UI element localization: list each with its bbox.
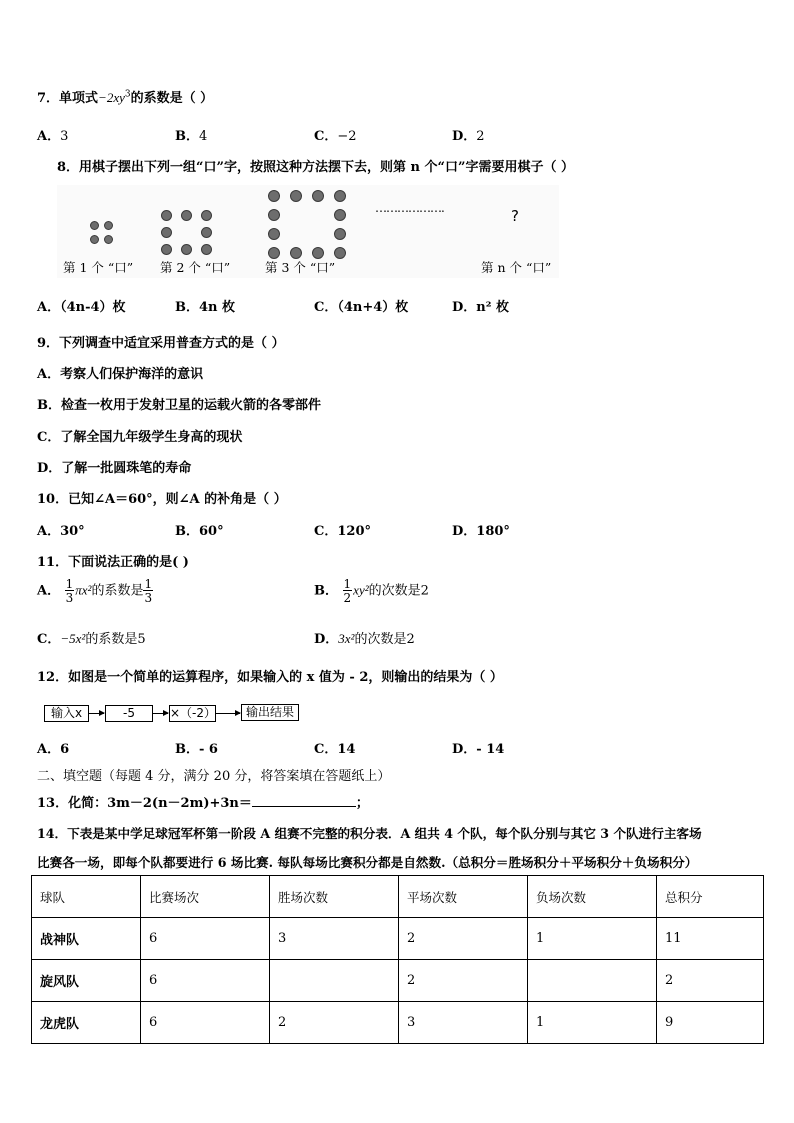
q7-stem-suffix: 的系数是（ ） bbox=[130, 91, 214, 106]
q7-option-c: C．−2 bbox=[314, 129, 357, 144]
q10-option-b: B．60° bbox=[175, 524, 224, 539]
table-row bbox=[32, 960, 764, 1002]
chess-piece bbox=[268, 228, 280, 240]
flow-input-box: 输入x bbox=[44, 705, 89, 722]
table-cell: 11 bbox=[657, 918, 764, 960]
table-cell: 1 bbox=[528, 1002, 657, 1044]
chess-piece bbox=[90, 221, 99, 230]
chess-piece bbox=[90, 235, 99, 244]
chess-piece bbox=[161, 227, 172, 238]
q9-option-b: B．检查一枚用于发射卫星的运载火箭的各零部件 bbox=[37, 398, 321, 413]
q11-option-c: C．−5x²的系数是5 bbox=[37, 631, 146, 647]
chess-piece bbox=[104, 235, 113, 244]
chess-piece bbox=[268, 190, 280, 202]
q10-option-c: C．120° bbox=[314, 524, 371, 539]
figure-label-n: 第 n 个 “口” bbox=[481, 260, 552, 275]
table-row bbox=[32, 918, 764, 960]
chess-piece bbox=[334, 209, 346, 221]
q7-option-a: A．3 bbox=[37, 129, 69, 144]
table-row bbox=[32, 1002, 764, 1044]
chess-piece bbox=[201, 210, 212, 221]
q7-stem bbox=[37, 87, 213, 106]
table-cell: 2 bbox=[657, 960, 764, 1002]
q8-option-d: D．n² 枚 bbox=[452, 300, 509, 315]
chess-piece bbox=[334, 190, 346, 202]
flow-subtract-box: -5 bbox=[105, 705, 153, 722]
table-header-cell: 比赛场次 bbox=[141, 876, 270, 918]
q12-option-c: C．14 bbox=[314, 742, 356, 757]
q8-stem: 8．用棋子摆出下列一组“口”字，按照这种方法摆下去，则第 n 个“口”字需要用棋子（ ） bbox=[57, 160, 574, 175]
q12-option-a: A．6 bbox=[37, 742, 70, 757]
chess-piece bbox=[104, 221, 113, 230]
table-cell: 6 bbox=[141, 960, 270, 1002]
table-header-cell: 平场次数 bbox=[399, 876, 528, 918]
section-heading: 二、填空题（每题 4 分，满分 20 分，将答案填在答题纸上） bbox=[37, 769, 391, 784]
table-header-cell: 总积分 bbox=[657, 876, 764, 918]
q10-option-d: D．180° bbox=[452, 524, 510, 539]
q11-option-d: D．3x²的次数是2 bbox=[314, 631, 415, 647]
q8-option-c: C．（4n+4）枚 bbox=[314, 300, 409, 315]
figure-label-3: 第 3 个 “口” bbox=[265, 260, 336, 275]
chess-piece bbox=[334, 247, 346, 259]
q9-stem: 9．下列调查中适宜采用普查方式的是（ ） bbox=[37, 336, 285, 351]
table-cell bbox=[270, 960, 399, 1002]
table-cell: 6 bbox=[141, 918, 270, 960]
chess-piece bbox=[290, 190, 302, 202]
chess-piece bbox=[181, 244, 192, 255]
chess-piece bbox=[201, 244, 212, 255]
table-cell: 6 bbox=[141, 1002, 270, 1044]
chess-piece bbox=[334, 228, 346, 240]
q12-option-d: D．- 14 bbox=[452, 742, 505, 757]
table-cell: 1 bbox=[528, 918, 657, 960]
chess-piece bbox=[201, 227, 212, 238]
table-header-cell: 胜场次数 bbox=[270, 876, 399, 918]
score-table bbox=[31, 875, 764, 1044]
table-cell: 旋风队 bbox=[32, 960, 141, 1002]
q8-option-a: A．（4n-4）枚 bbox=[37, 300, 126, 315]
q11-option-b: B． $\frac{1}{2}$ xy²的次数是2 bbox=[314, 577, 429, 605]
q7-option-b: B．4 bbox=[175, 129, 208, 144]
q14-stem-line1: 14．下表是某中学足球冠军杯第一阶段 A 组赛不完整的积分表．A 组共 4 个队，每个队分别与其它 3 个队进行主客场 bbox=[37, 826, 702, 841]
q10-stem: 10．已知∠A＝60°，则∠A 的补角是（ ） bbox=[37, 492, 287, 507]
flow-output-box: 输出结果 bbox=[241, 704, 299, 721]
table-cell: 2 bbox=[399, 918, 528, 960]
q9-option-a: A．考察人们保护海洋的意识 bbox=[37, 367, 204, 382]
chess-piece bbox=[161, 244, 172, 255]
table-header-row bbox=[32, 876, 764, 918]
table-cell: 3 bbox=[399, 1002, 528, 1044]
answer-blank bbox=[252, 795, 356, 807]
q8-option-b: B．4n 枚 bbox=[175, 300, 236, 315]
q13-stem: 13．化简：3m－2(n－2m)+3n＝ ； bbox=[37, 796, 369, 811]
q9-option-c: C．了解全国九年级学生身高的现状 bbox=[37, 430, 243, 445]
q9-option-d: D．了解一批圆珠笔的寿命 bbox=[37, 461, 192, 476]
q11-option-a: A． $\frac{1}{3}$ πx²的系数是 $\frac{1}{3}$ bbox=[37, 577, 153, 605]
figure-question-mark: ? bbox=[511, 207, 519, 225]
table-cell bbox=[528, 960, 657, 1002]
q12-option-b: B．- 6 bbox=[175, 742, 218, 757]
table-header-cell: 球队 bbox=[32, 876, 141, 918]
q7-stem-prefix: 7．单项式 bbox=[37, 91, 99, 106]
table-cell: 3 bbox=[270, 918, 399, 960]
flow-arrow bbox=[153, 713, 168, 714]
q7-option-d: D．2 bbox=[452, 129, 485, 144]
chess-piece bbox=[161, 210, 172, 221]
table-header-cell: 负场次数 bbox=[528, 876, 657, 918]
q10-option-a: A．30° bbox=[37, 524, 85, 539]
q14-stem-line2: 比赛各一场，即每个队都要进行 6 场比赛. 每队每场比赛积分都是自然数.（总积分＝胜场积分＋平场积分＋负场积分） bbox=[37, 855, 698, 870]
figure-ellipsis: ………………. bbox=[375, 201, 444, 215]
q7-exponent: 3 bbox=[124, 89, 131, 100]
chess-piece bbox=[181, 210, 192, 221]
q12-stem: 12．如图是一个简单的运算程序，如果输入的 x 值为 - 2，则输出的结果为（ ） bbox=[37, 670, 503, 685]
table-cell: 2 bbox=[270, 1002, 399, 1044]
flow-multiply-box: ×（-2） bbox=[170, 706, 217, 720]
table-cell: 9 bbox=[657, 1002, 764, 1044]
flow-arrow bbox=[89, 713, 104, 714]
figure-label-1: 第 1 个 “口” bbox=[63, 260, 134, 275]
q8-figure bbox=[57, 185, 559, 278]
table-cell: 战神队 bbox=[32, 918, 141, 960]
q7-expression: −2xy bbox=[98, 90, 125, 105]
chess-piece bbox=[268, 209, 280, 221]
figure-label-2: 第 2 个 “口” bbox=[160, 260, 231, 275]
table-cell: 2 bbox=[399, 960, 528, 1002]
chess-piece bbox=[312, 190, 324, 202]
table-cell: 龙虎队 bbox=[32, 1002, 141, 1044]
flow-arrow bbox=[216, 713, 240, 714]
q11-stem: 11．下面说法正确的是( ) bbox=[37, 555, 189, 570]
